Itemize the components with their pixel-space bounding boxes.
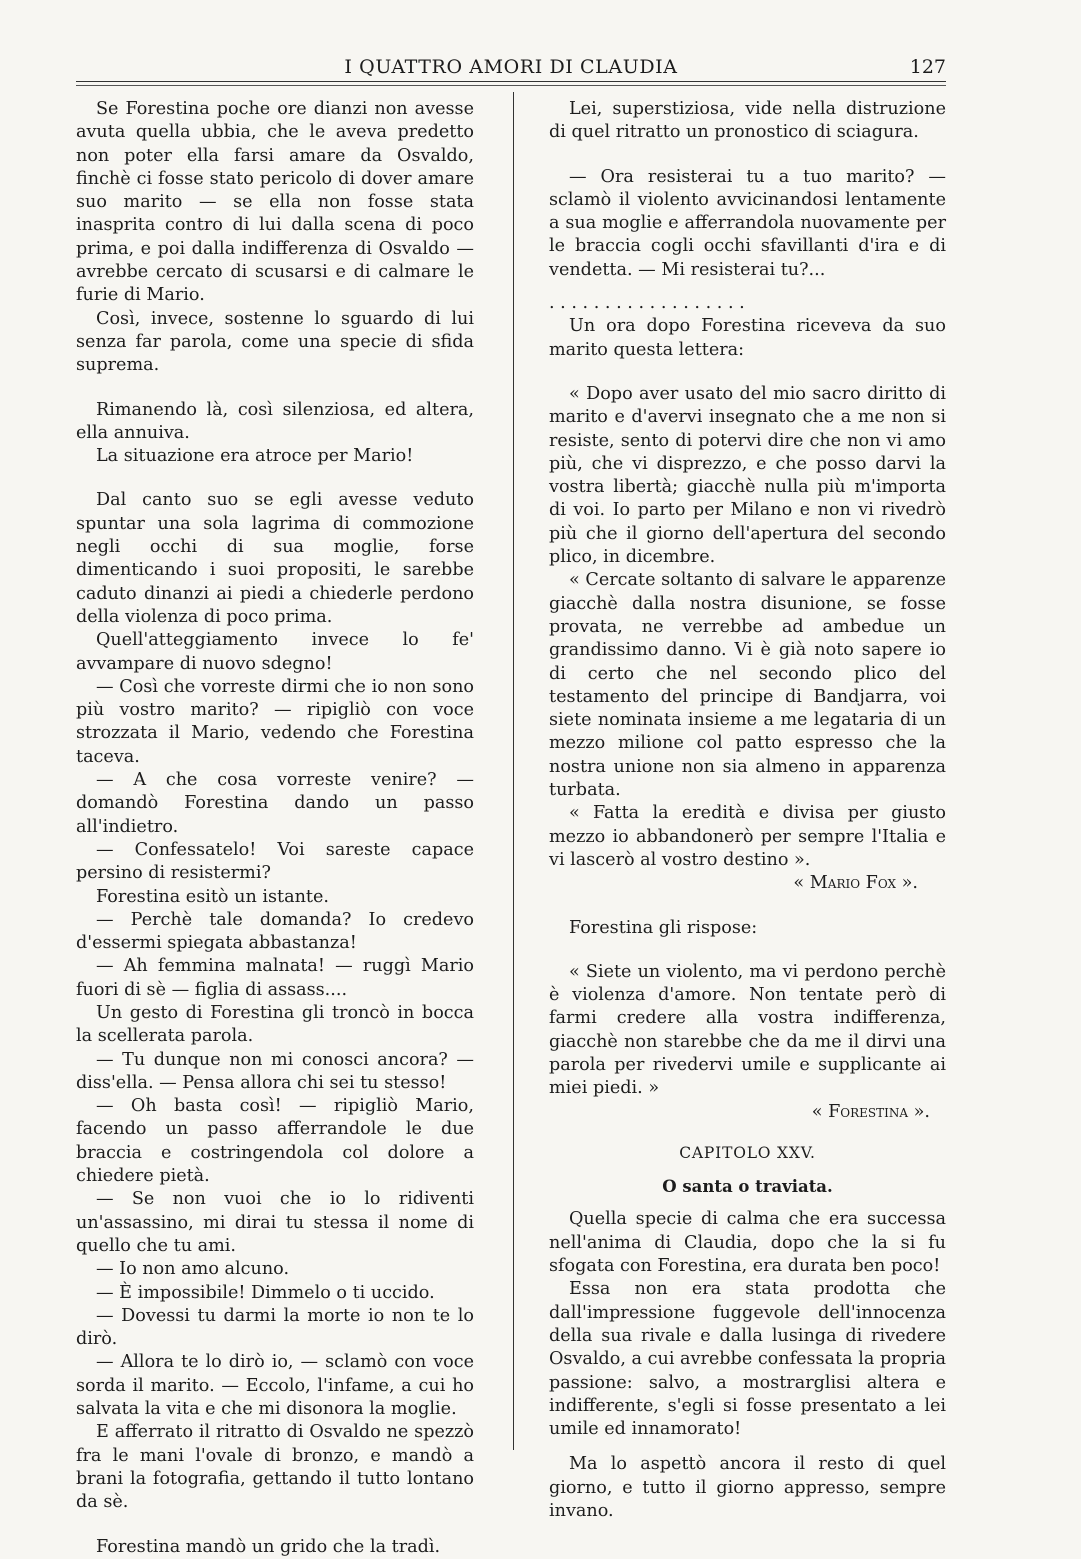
dialogue-line: — Allora te lo dirò io, — sclamò con voce sorda il marito. — Eccolo, l'infame, a cui ho salvata la vita e che mi disonora la moglie. xyxy=(76,1352,474,1420)
column-divider xyxy=(513,92,514,1450)
right-column xyxy=(549,98,946,1523)
paragraph: Un gesto di Forestina gli troncò in bocca la scellerata parola. xyxy=(76,1002,474,1047)
dialogue-line: — Dovessi tu darmi la morte io non te lo dirò. xyxy=(76,1305,474,1350)
dialogue-line: — Io non amo alcuno. xyxy=(96,1259,290,1280)
dialogue-line: — Ora resisterai tu a tuo marito? — sclamò il violento avvicinandosi lentamente a sua moglie e afferrandola nuovamente per le braccia cogli occhi sfavillanti d'ira e di vendetta. — Mi resisterai tu?... xyxy=(549,166,946,280)
ellipsis-separator: . . . . . . . . . . . . . . . . . . xyxy=(549,293,745,314)
paragraph: Se Forestina poche ore dianzi non avesse avuta quella ubbia, che le aveva predetto non poter ella farsi amare da Osvaldo, finchè ci fosse stato pericolo di dover amare suo marito — se ella non fosse stata inasprita contro di lui dalla scena di poco prima, e poi dalla indifferenza di Osvaldo — avrebbe cercato di scusarsi e di calmare le furie di Mario. xyxy=(76,99,474,306)
dialogue-line: — È impossibile! Dimmelo o ti uccido. xyxy=(96,1282,435,1303)
letter-signature: « Mario Fox ». xyxy=(793,873,918,894)
dialogue-line: — Così che vorreste dirmi che io non sono più vostro marito? — ripigliò con voce strozzata il Mario, vedendo che Forestina taceva. xyxy=(76,676,474,767)
dialogue-line: — A che cosa vorreste venire? — domandò Forestina dando un passo all'indietro. xyxy=(76,770,474,837)
paragraph: Forestina gli rispose: xyxy=(569,917,758,938)
chapter-number: CAPITOLO XXV. xyxy=(679,1143,816,1162)
dialogue-line: — Tu dunque non mi conosci ancora? — diss'ella. — Pensa allora chi sei tu stesso! xyxy=(76,1049,474,1093)
header-rule xyxy=(76,81,946,82)
paragraph: Così, invece, sostenne lo sguardo di lui senza far parola, come una specie di sfida suprema. xyxy=(76,308,474,376)
letter-paragraph: « Dopo aver usato del mio sacro diritto di marito e d'avervi insegnato che a me non si resiste, sento di potervi dire che non vi amo più, che vi disprezzo, e che posso darvi la vostra libertà; giacchè nulla più m'importa di voi. Io parto per Milano e non vi rivedrò più che il giorno dell'apertura del secondo plico, in dicembre. xyxy=(549,383,946,568)
dialogue-line: — Ah femmina malnata! — ruggì Mario fuori di sè — figlia di assass.... xyxy=(76,956,474,1000)
page-number: 127 xyxy=(909,56,946,78)
left-column xyxy=(76,98,474,1559)
running-title: I QUATTRO AMORI DI CLAUDIA xyxy=(344,56,678,78)
paragraph: Lei, superstiziosa, vide nella distruzione di quel ritratto un pronostico di sciagura. xyxy=(549,99,946,143)
paragraph: Quell'atteggiamento invece lo fe' avvampare di nuovo sdegno! xyxy=(76,630,474,674)
letter-paragraph: « Cercate soltanto di salvare le apparenze giacchè dalla nostra disunione, se fosse provata, ne verrebbe ad ambedue un grandissimo danno. Vi è già noto sapere io di certo che nel secondo plico del testamento del principe di Bandjarra, voi siete nominata insieme a me legataria di un mezzo milione col patto espresso che la nostra unione non sia almeno in apparenza turbata. xyxy=(549,570,946,801)
paragraph: Forestina esitò un istante. xyxy=(96,886,329,907)
paragraph: La situazione era atroce per Mario! xyxy=(96,446,414,467)
dialogue-line: — Se non vuoi che io lo ridiventi un'assassino, mi dirai tu stessa il nome di quello che tu ami. xyxy=(76,1189,474,1256)
paragraph: Rimanendo là, così silenziosa, ed altera, ella annuiva. xyxy=(76,399,474,443)
paragraph: Ma lo aspettò ancora il resto di quel giorno, e tutto il giorno appresso, sempre invano. xyxy=(549,1454,946,1522)
paragraph: E afferrato il ritratto di Osvaldo ne spezzò fra le mani l'ovale di bronzo, e mandò a brani la fotografia, gettando il tutto lontano da sè. xyxy=(76,1422,474,1513)
page-header xyxy=(76,56,946,82)
paragraph: Essa non era stata prodotta che dall'impressione fuggevole dell'innocenza della sua rivale e dalla lusinga di rivedere Osvaldo, a cui avrebbe confessata la propria passione: salvo, a mostrarglisi altera e indifferente, s'egli si fosse presentato a lei umile ed innamorato! xyxy=(549,1279,946,1440)
dialogue-line: — Oh basta così! — ripigliò Mario, facendo un passo afferrandole le due braccia e costringendola col dolore a chiedere pietà. xyxy=(76,1096,474,1187)
dialogue-line: — Confessatelo! Voi sareste capace persino di resistermi? xyxy=(76,839,474,884)
paragraph: Dal canto suo se egli avesse veduto spuntar una sola lagrima di commozione negli occhi di sua moglie, forse dimenticando i suoi propositi, le sarebbe caduto dinanzi ai piedi a chiederle perdono della violenza di poco prima. xyxy=(76,490,474,627)
dialogue-line: — Perchè tale domanda? Io credevo d'essermi spiegata abbastanza! xyxy=(76,909,474,954)
letter-paragraph: « Siete un violento, ma vi perdono perchè è violenza d'amore. Non tentate però di farmi credere alla vostra indifferenza, giacchè non starebbe che da me il dirvi una parola per rivedervi umile e supplicante ai miei piedi. » xyxy=(549,961,946,1099)
paragraph: Quella specie di calma che era successa nell'anima di Claudia, dopo che la si fu sfogata con Forestina, era durata ben poco! xyxy=(549,1209,946,1277)
paragraph: Forestina mandò un grido che la tradì. xyxy=(96,1536,441,1557)
chapter-title: O santa o traviata. xyxy=(662,1177,833,1197)
letter-paragraph: « Fatta la eredità e divisa per giusto mezzo io abbandonerò per sempre l'Italia e vi lascerò al vostro destino ». xyxy=(549,803,946,870)
paragraph: Un ora dopo Forestina riceveva da suo marito questa lettera: xyxy=(549,316,946,360)
letter-signature: « Forestina ». xyxy=(811,1101,930,1122)
header-rule-thin xyxy=(76,85,946,86)
